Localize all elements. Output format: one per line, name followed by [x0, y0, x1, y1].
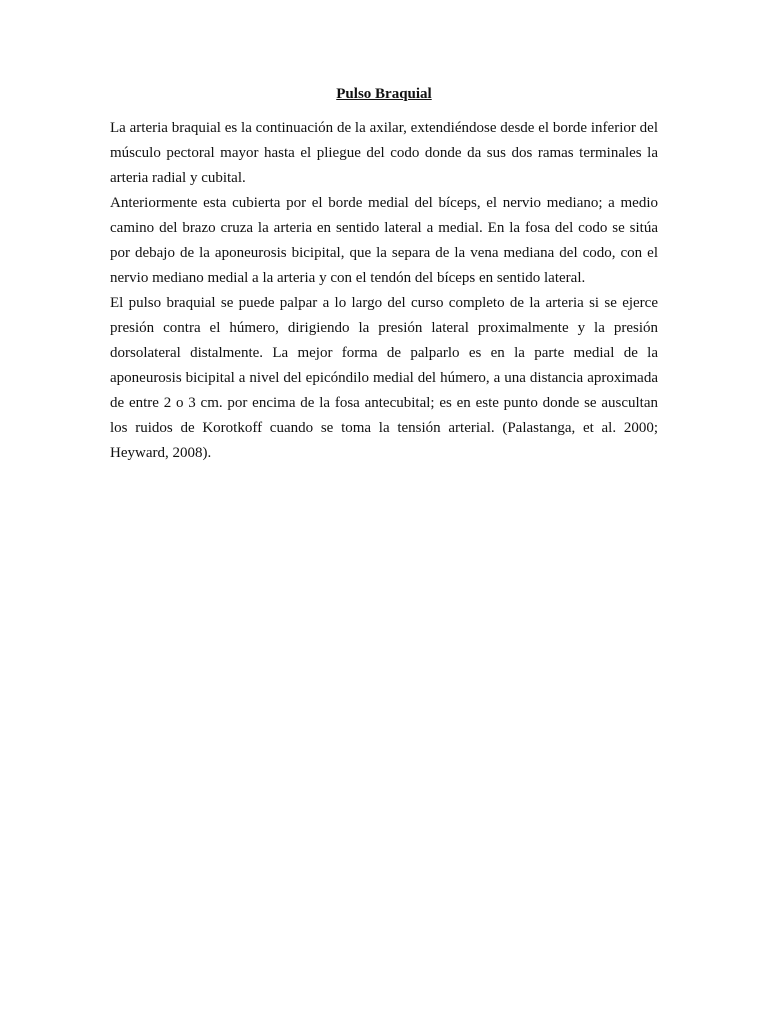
paragraph-arteria-braquial: La arteria braquial es la continuación de la axilar, extendiéndose desde el borde inferior del músculo pectoral mayor hasta el pliegue del codo donde da sus dos ramas terminales la arteria radial y cubital. [110, 120, 658, 186]
paragraph-pulso-braquial: El pulso braquial se puede palpar a lo largo del curso completo de la arteria si se ejerce presión contra el húmero, dirigiendo la presión lateral proximalmente y la presión dorsolateral distalmente. La mejor forma de palparlo es en la parte medial de la aponeurosis bicipital a nivel del epicóndilo medial del húmero, a una distancia aproximada de entre 2 o 3 cm. por encima de la fosa antecubital; es en este punto donde se auscultan los ruidos de Korotkoff cuando se toma la tensión arterial. (Palastanga, et al. 2000; Heyward, 2008). [110, 295, 658, 461]
document-body [110, 116, 658, 466]
document-title: Pulso Braquial [336, 86, 432, 102]
paragraph-anteriormente: Anteriormente esta cubierta por el borde medial del bíceps, el nervio mediano; a medio camino del brazo cruza la arteria en sentido lateral a medial. En la fosa del codo se sitúa por debajo de la aponeurosis bicipital, que la separa de la vena mediana del codo, con el nervio mediano medial a la arteria y con el tendón del bíceps en sentido lateral. [110, 195, 658, 286]
